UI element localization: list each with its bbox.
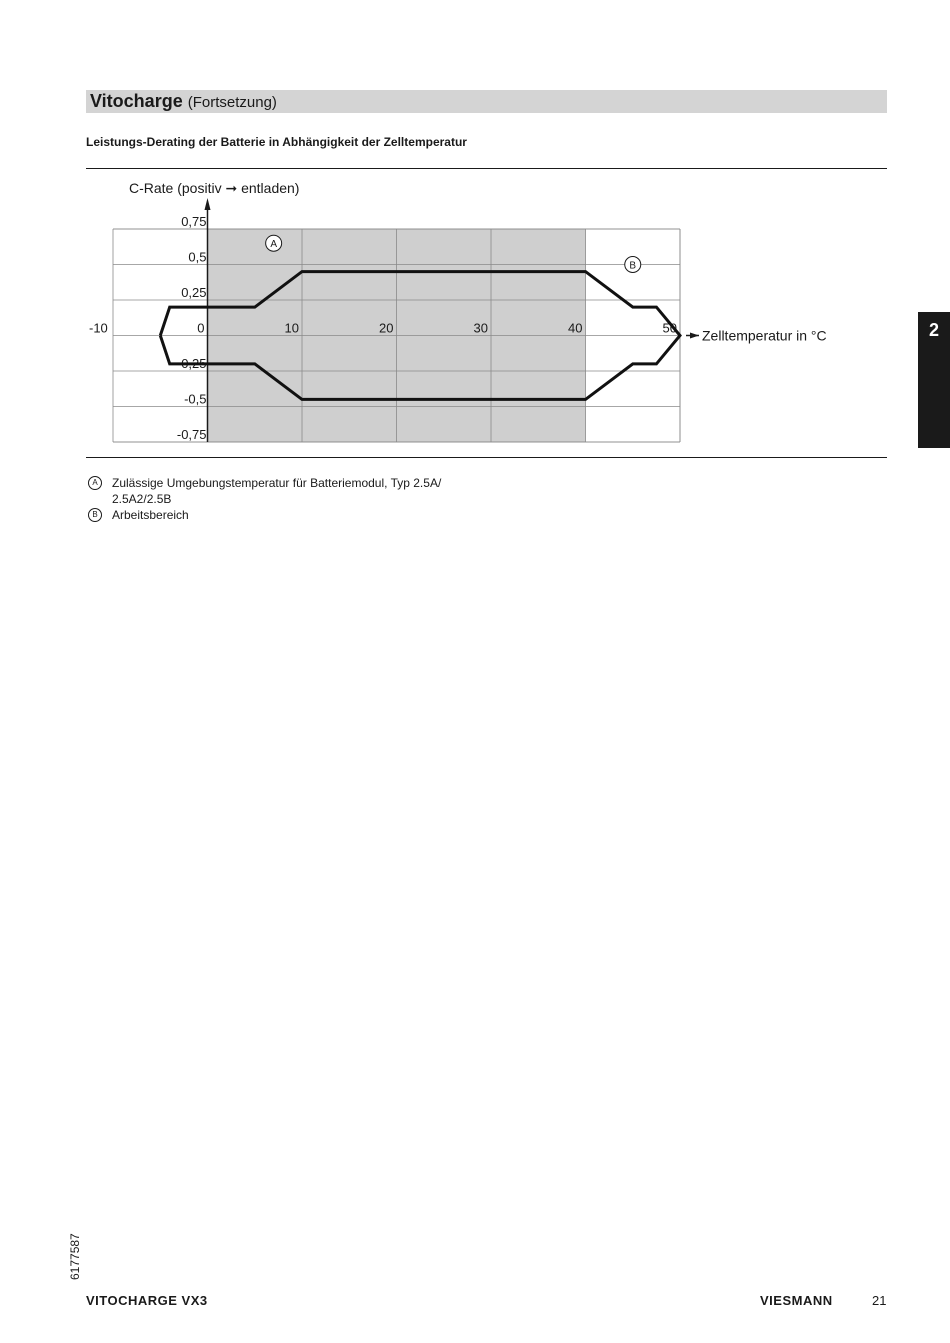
x-tick-label: -10 bbox=[89, 320, 108, 336]
y-axis-arrow bbox=[205, 198, 211, 210]
x-tick-label: 40 bbox=[568, 320, 583, 336]
marker-label-b: B bbox=[629, 260, 637, 272]
x-axis-label: Zelltemperatur in °C bbox=[702, 327, 827, 344]
legend-text-b: Arbeitsbereich bbox=[112, 508, 189, 522]
legend-marker-b: B bbox=[88, 508, 102, 522]
x-tick-label: 10 bbox=[284, 320, 299, 336]
document-number: 6177587 bbox=[68, 1233, 82, 1280]
chapter-tab-label: 2 bbox=[928, 320, 939, 340]
section-title-main: Vitocharge bbox=[90, 91, 183, 111]
x-tick-label: 30 bbox=[473, 320, 488, 336]
footer-product: VITOCHARGE VX3 bbox=[86, 1293, 208, 1308]
marker-label-a: A bbox=[270, 239, 277, 251]
y-tick-label: 0,75 bbox=[181, 214, 207, 229]
page-number: 21 bbox=[872, 1293, 887, 1308]
x-tick-label: 0 bbox=[197, 320, 205, 336]
y-tick-label: 0,5 bbox=[188, 249, 207, 265]
legend-text-a-line1: Zulässige Umgebungstemperatur für Batteriemodul, Typ 2.5A/ bbox=[112, 476, 442, 490]
section-title-sub: (Fortsetzung) bbox=[187, 94, 277, 111]
y-axis-label: C-Rate (positiv ➞ entladen) bbox=[129, 180, 300, 196]
chart-heading: Leistungs-Derating der Batterie in Abhängigkeit der Zelltemperatur bbox=[86, 135, 467, 149]
legend-marker-a: A bbox=[88, 476, 102, 490]
derating-chart bbox=[0, 0, 950, 470]
y-tick-label: -0,75 bbox=[176, 427, 207, 442]
legend-text-a bbox=[112, 475, 441, 507]
y-tick-label: 0,25 bbox=[181, 285, 207, 300]
brand-logo: VIESMANN bbox=[760, 1293, 833, 1308]
x-tick-label: 50 bbox=[662, 320, 677, 336]
y-tick-label: -0,25 bbox=[176, 356, 207, 371]
x-axis-arrow-head bbox=[690, 333, 699, 339]
y-tick-label: -0,5 bbox=[184, 391, 207, 407]
legend-text-a-line2: 2.5A2/2.5B bbox=[112, 492, 172, 506]
x-tick-label: 20 bbox=[379, 320, 394, 336]
